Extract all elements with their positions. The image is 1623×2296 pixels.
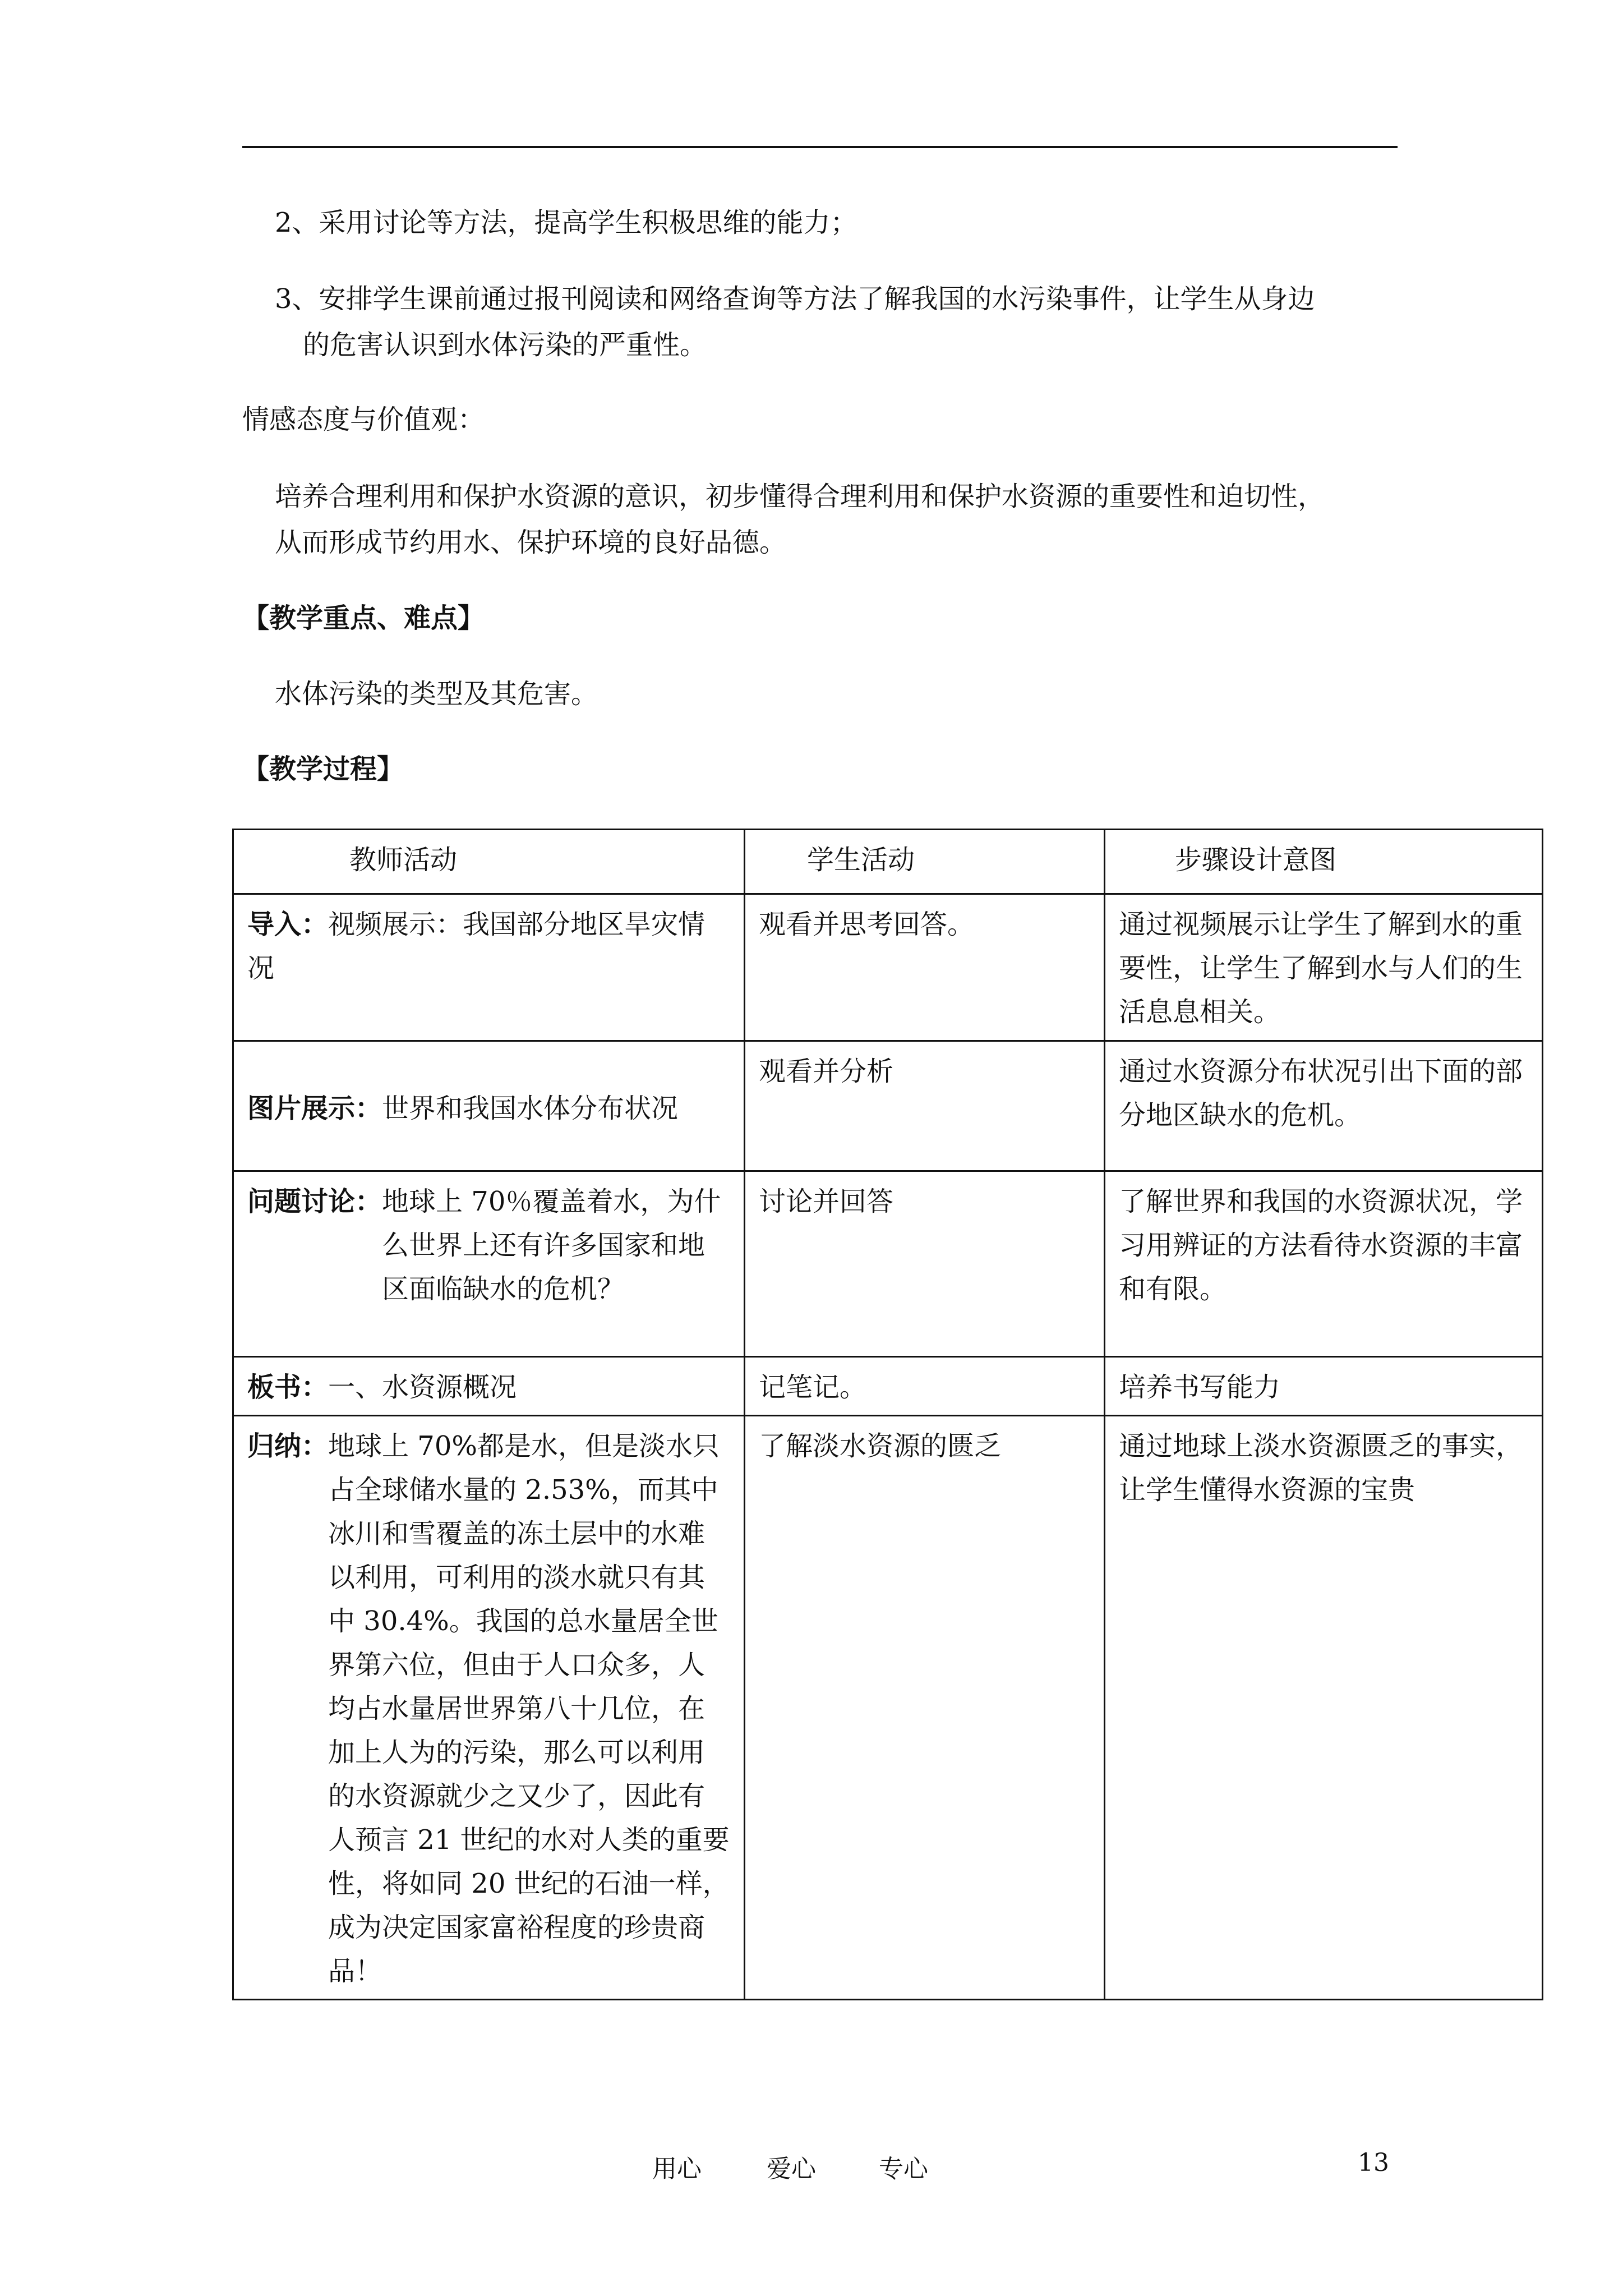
teacher-activity: 视频展示：我国部分地区旱灾情况	[247, 909, 706, 984]
table-header-row	[233, 830, 1543, 894]
purpose-cell	[1105, 1041, 1543, 1171]
process-table	[232, 829, 1543, 2000]
process-heading: 【教学过程】	[242, 753, 404, 785]
student-activity: 观看并思考回答。	[759, 909, 975, 940]
row-label: 图片展示：	[247, 1093, 382, 1124]
teacher-cell	[233, 1171, 745, 1357]
teacher-cell	[233, 1357, 745, 1416]
column-header-purpose: 步骤设计意图	[1105, 830, 1543, 894]
objective-item-3-line1: 3、安排学生课前通过报刊阅读和网络查询等方法了解我国的水污染事件，让学生从身边	[275, 283, 1315, 315]
teacher-cell	[233, 1416, 745, 2000]
student-activity: 了解淡水资源的匮乏	[759, 1430, 1002, 1462]
row-label: 问题讨论：	[247, 1186, 382, 1217]
column-header-student: 学生活动	[745, 830, 1105, 894]
teacher-activity: 世界和我国水体分布状况	[382, 1093, 679, 1124]
key-points-text: 水体污染的类型及其危害。	[275, 678, 598, 710]
column-header-teacher: 教师活动	[233, 830, 745, 894]
student-cell	[745, 894, 1105, 1041]
student-activity: 记笔记。	[759, 1372, 867, 1403]
purpose-cell	[1105, 894, 1543, 1041]
step-purpose: 培养书写能力	[1119, 1372, 1281, 1403]
row-label: 归纳：	[247, 1430, 329, 1462]
row-label: 导入：	[247, 909, 329, 940]
student-activity: 观看并分析	[759, 1056, 894, 1087]
student-cell	[745, 1171, 1105, 1357]
emotion-line1: 培养合理利用和保护水资源的意识，初步懂得合理利用和保护水资源的重要性和迫切性，	[275, 481, 1325, 512]
teacher-cell	[233, 1041, 745, 1171]
teacher-activity: 地球上 70%都是水，但是淡水只占全球储水量的 2.53%，而其中冰川和雪覆盖的冻土层中的水难以利用，可利用的淡水就只有其中 30.4%。我国的总水量居全世界第六位，但由于人口众多，人均占水量居世界第八十几位，在加上人为的污染，那么可以利用的水资源就少之又少了，因此有人预言 21 世纪的水对人类的重要性，将如同 20 世纪的石油一样，成为决定国家富裕程度的珍贵商品！	[328, 1430, 730, 1987]
step-purpose: 通过地球上淡水资源匮乏的事实，让学生懂得水资源的宝贵	[1119, 1430, 1523, 1506]
student-cell	[745, 1416, 1105, 2000]
student-activity: 讨论并回答	[759, 1186, 894, 1217]
objective-item-2: 2、采用讨论等方法，提高学生积极思维的能力；	[275, 207, 857, 238]
step-purpose: 通过水资源分布状况引出下面的部分地区缺水的危机。	[1119, 1056, 1523, 1131]
table-row	[233, 894, 1543, 1041]
table-row	[233, 1357, 1543, 1416]
teacher-activity: 一、水资源概况	[328, 1372, 517, 1403]
table-row	[233, 1171, 1543, 1357]
objective-item-3-line2: 的危害认识到水体污染的严重性。	[303, 329, 707, 361]
purpose-cell	[1105, 1357, 1543, 1416]
teacher-activity: 地球上 70％覆盖着水，为什么世界上还有许多国家和地区面临缺水的危机？	[382, 1186, 721, 1305]
step-purpose: 了解世界和我国的水资源状况，学习用辨证的方法看待水资源的丰富和有限。	[1119, 1186, 1523, 1305]
row-label: 板书：	[247, 1372, 329, 1403]
teacher-cell	[233, 894, 745, 1041]
footer-motto-2: 爱心	[767, 2155, 816, 2183]
table-row	[233, 1041, 1543, 1171]
purpose-cell	[1105, 1171, 1543, 1357]
footer-motto-1: 用心	[652, 2155, 702, 2183]
page-number: 13	[1358, 2148, 1389, 2177]
step-purpose: 通过视频展示让学生了解到水的重要性，让学生了解到水与人们的生活息息相关。	[1119, 909, 1523, 1028]
student-cell	[745, 1041, 1105, 1171]
header-rule	[242, 146, 1398, 148]
emotion-line2: 从而形成节约用水、保护环境的良好品德。	[275, 527, 787, 558]
purpose-cell	[1105, 1416, 1543, 2000]
emotion-heading: 情感态度与价值观：	[242, 404, 485, 435]
key-points-heading: 【教学重点、难点】	[242, 602, 485, 634]
table-row	[233, 1416, 1543, 2000]
footer-motto-3: 专心	[879, 2155, 928, 2183]
student-cell	[745, 1357, 1105, 1416]
